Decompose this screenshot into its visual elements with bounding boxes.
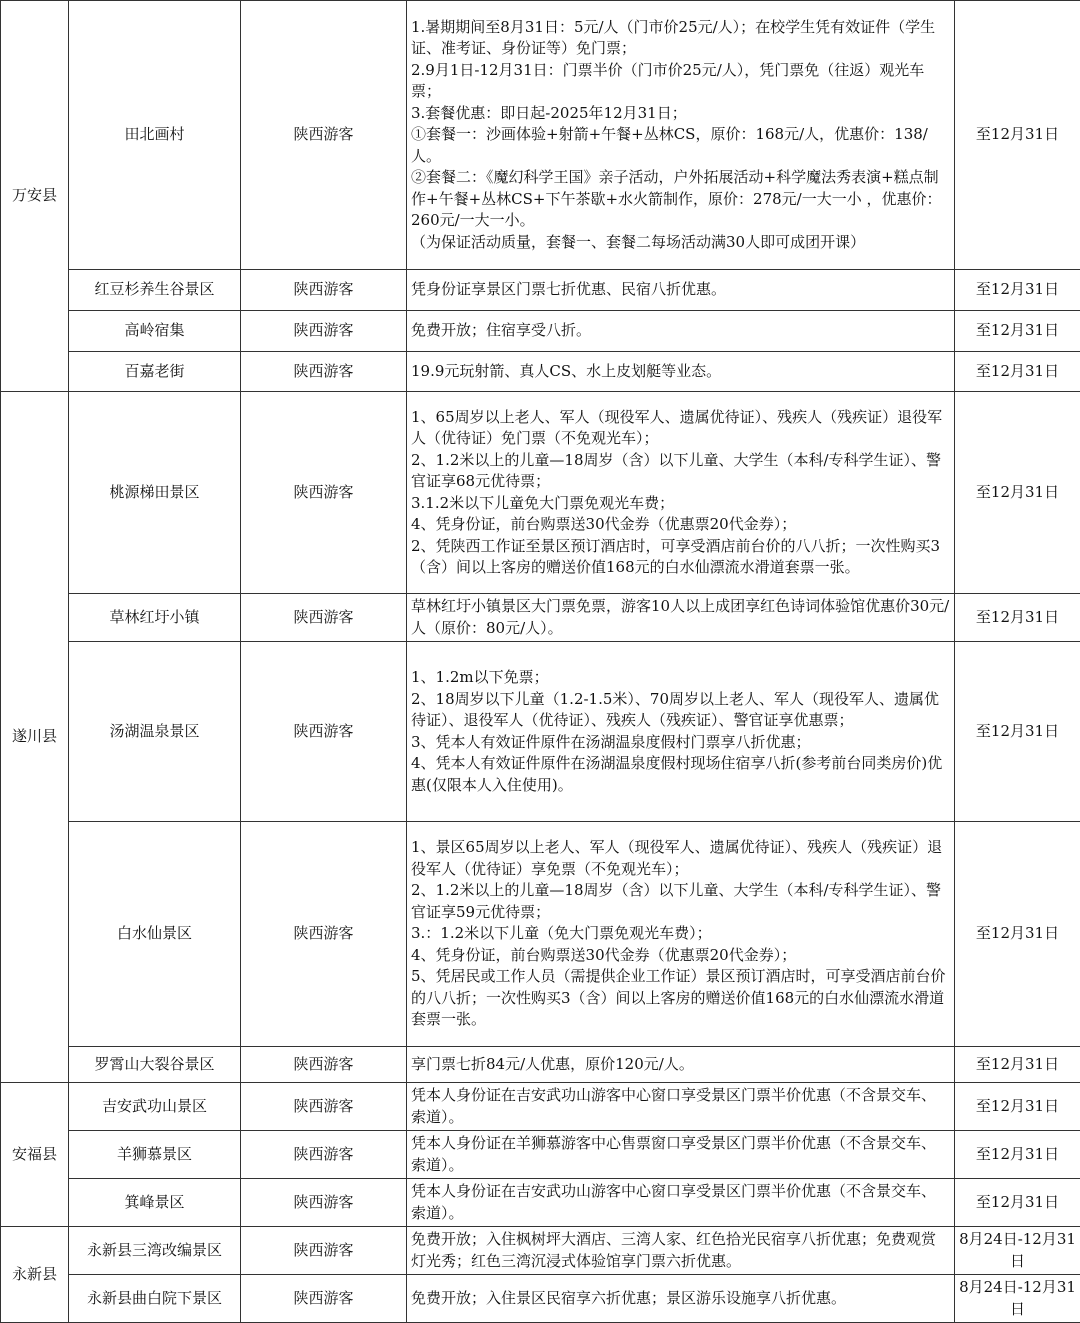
spot-name: 桃源梯田景区: [69, 392, 241, 594]
table-row: [1, 1227, 1080, 1275]
spot-name: 白水仙景区: [69, 822, 241, 1047]
discount-details: 凭本人身份证在吉安武功山游客中心窗口享受景区门票半价优惠（不含景交车、索道）。: [407, 1179, 955, 1227]
audience: 陕西游客: [241, 392, 407, 594]
audience: 陕西游客: [241, 352, 407, 392]
valid-period: 至12月31日: [955, 392, 1080, 594]
discount-details: 1、景区65周岁以上老人、军人（现役军人、遗属优待证）、残疾人（残疾证）退役军人（优待证）享免票（不免观光车）； 2、1.2米以上的儿童—18周岁（含）以下儿童、大学生（本科/专科学生证）、警官证享59元优待票； 3.：1.2米以下儿童（免大门票免观光车费）； 4、凭身份证，前台购票送30代金券（优惠票20代金券）； 5、凭居民或工作人员（需提供企业工作证）景区预订酒店时，可享受酒店前台价的八八折；一次性购买3（含）间以上客房的赠送价值168元的白水仙漂流水滑道套票一张。: [407, 822, 955, 1047]
valid-period: 至12月31日: [955, 1131, 1080, 1179]
spot-name: 高岭宿集: [69, 311, 241, 352]
audience: 陕西游客: [241, 270, 407, 311]
discount-details: 1.暑期期间至8月31日：5元/人（门市价25元/人）；在校学生凭有效证件（学生证、准考证、身份证等）免门票； 2.9月1日-12月31日：门票半价（门市价25元/人），凭门票免（往返）观光车票； 3.套餐优惠：即日起-2025年12月31日； ①套餐一：沙画体验+射箭+午餐+丛林CS，原价：168元/人，优惠价：138/人。 ②套餐二：《魔幻科学王国》亲子活动，户外拓展活动+科学魔法秀表演+糕点制作+午餐+丛林CS+下午茶歇+水火箭制作，原价：278元/一大一小 ，优惠价：260元/一大一小。 （为保证活动质量，套餐一、套餐二每场活动满30人即可成团开课）: [407, 1, 955, 270]
table-row: [1, 352, 1080, 392]
table-row: [1, 642, 1080, 822]
county-cell: 遂川县: [1, 392, 69, 1083]
discount-details: 1、65周岁以上老人、军人（现役军人、遗属优待证）、残疾人（残疾证）退役军人（优待证）免门票（不免观光车）； 2、1.2米以上的儿童—18周岁（含）以下儿童、大学生（本科/专科学生证）、警官证享68元优待票； 3.1.2米以下儿童免大门票免观光车费； 4、凭身份证，前台购票送30代金券（优惠票20代金券）； 2、凭陕西工作证至景区预订酒店时，可享受酒店前台价的八八折；一次性购买3（含）间以上客房的赠送价值168元的白水仙漂流水滑道套票一张。: [407, 392, 955, 594]
table-row: [1, 1179, 1080, 1227]
audience: 陕西游客: [241, 1, 407, 270]
valid-period: 至12月31日: [955, 1, 1080, 270]
discount-details: 享门票七折84元/人优惠，原价120元/人。: [407, 1047, 955, 1083]
spot-name: 汤湖温泉景区: [69, 642, 241, 822]
table-row: [1, 594, 1080, 642]
audience: 陕西游客: [241, 642, 407, 822]
audience: 陕西游客: [241, 1131, 407, 1179]
table-row: [1, 822, 1080, 1047]
valid-period: 至12月31日: [955, 352, 1080, 392]
valid-period: 至12月31日: [955, 1179, 1080, 1227]
valid-period: 至12月31日: [955, 1083, 1080, 1131]
table-row: [1, 1131, 1080, 1179]
audience: 陕西游客: [241, 1227, 407, 1275]
audience: 陕西游客: [241, 1047, 407, 1083]
discount-details: 免费开放；入住景区民宿享六折优惠；景区游乐设施享八折优惠。: [407, 1275, 955, 1323]
discount-details: 凭本人身份证在吉安武功山游客中心窗口享受景区门票半价优惠（不含景交车、索道）。: [407, 1083, 955, 1131]
spot-name: 罗霄山大裂谷景区: [69, 1047, 241, 1083]
valid-period: 至12月31日: [955, 1047, 1080, 1083]
table-row: [1, 1, 1080, 270]
table-row: [1, 392, 1080, 594]
spot-name: 永新县曲白院下景区: [69, 1275, 241, 1323]
county-cell: 安福县: [1, 1083, 69, 1227]
table-row: [1, 311, 1080, 352]
county-cell: 万安县: [1, 1, 69, 392]
table-row: [1, 270, 1080, 311]
valid-period: 8月24日-12月31日: [955, 1227, 1080, 1275]
valid-period: 至12月31日: [955, 270, 1080, 311]
spot-name: 田北画村: [69, 1, 241, 270]
table-row: [1, 1275, 1080, 1323]
discount-details: 19.9元玩射箭、真人CS、水上皮划艇等业态。: [407, 352, 955, 392]
valid-period: 至12月31日: [955, 311, 1080, 352]
discount-details: 凭本人身份证在羊狮慕游客中心售票窗口享受景区门票半价优惠（不含景交车、索道）。: [407, 1131, 955, 1179]
spot-name: 吉安武功山景区: [69, 1083, 241, 1131]
audience: 陕西游客: [241, 822, 407, 1047]
discount-details: 1、1.2m以下免票； 2、18周岁以下儿童（1.2-1.5米）、70周岁以上老人、军人（现役军人、遗属优待证）、退役军人（优待证）、残疾人（残疾证）、警官证享优惠票； 3、凭本人有效证件原件在汤湖温泉度假村门票享八折优惠； 4、凭本人有效证件原件在汤湖温泉度假村现场住宿享八折(参考前台同类房价)优惠(仅限本人入住使用)。: [407, 642, 955, 822]
spot-name: 红豆杉养生谷景区: [69, 270, 241, 311]
audience: 陕西游客: [241, 1275, 407, 1323]
spot-name: 百嘉老街: [69, 352, 241, 392]
discount-details: 免费开放；入住枫树坪大酒店、三湾人家、红色拾光民宿享八折优惠；免费观赏灯光秀；红色三湾沉浸式体验馆享门票六折优惠。: [407, 1227, 955, 1275]
spot-name: 草林红圩小镇: [69, 594, 241, 642]
discount-details: 免费开放；住宿享受八折。: [407, 311, 955, 352]
county-cell: 永新县: [1, 1227, 69, 1323]
valid-period: 至12月31日: [955, 594, 1080, 642]
table-row: [1, 1047, 1080, 1083]
spot-name: 羊狮慕景区: [69, 1131, 241, 1179]
audience: 陕西游客: [241, 1083, 407, 1131]
audience: 陕西游客: [241, 311, 407, 352]
valid-period: 至12月31日: [955, 642, 1080, 822]
table-row: [1, 1083, 1080, 1131]
discount-details: 草林红圩小镇景区大门票免票，游客10人以上成团享红色诗词体验馆优惠价30元/人（原价：80元/人）。: [407, 594, 955, 642]
discount-details: 凭身份证享景区门票七折优惠、民宿八折优惠。: [407, 270, 955, 311]
valid-period: 8月24日-12月31日: [955, 1275, 1080, 1323]
audience: 陕西游客: [241, 1179, 407, 1227]
spot-name: 箕峰景区: [69, 1179, 241, 1227]
valid-period: 至12月31日: [955, 822, 1080, 1047]
audience: 陕西游客: [241, 594, 407, 642]
spot-name: 永新县三湾改编景区: [69, 1227, 241, 1275]
